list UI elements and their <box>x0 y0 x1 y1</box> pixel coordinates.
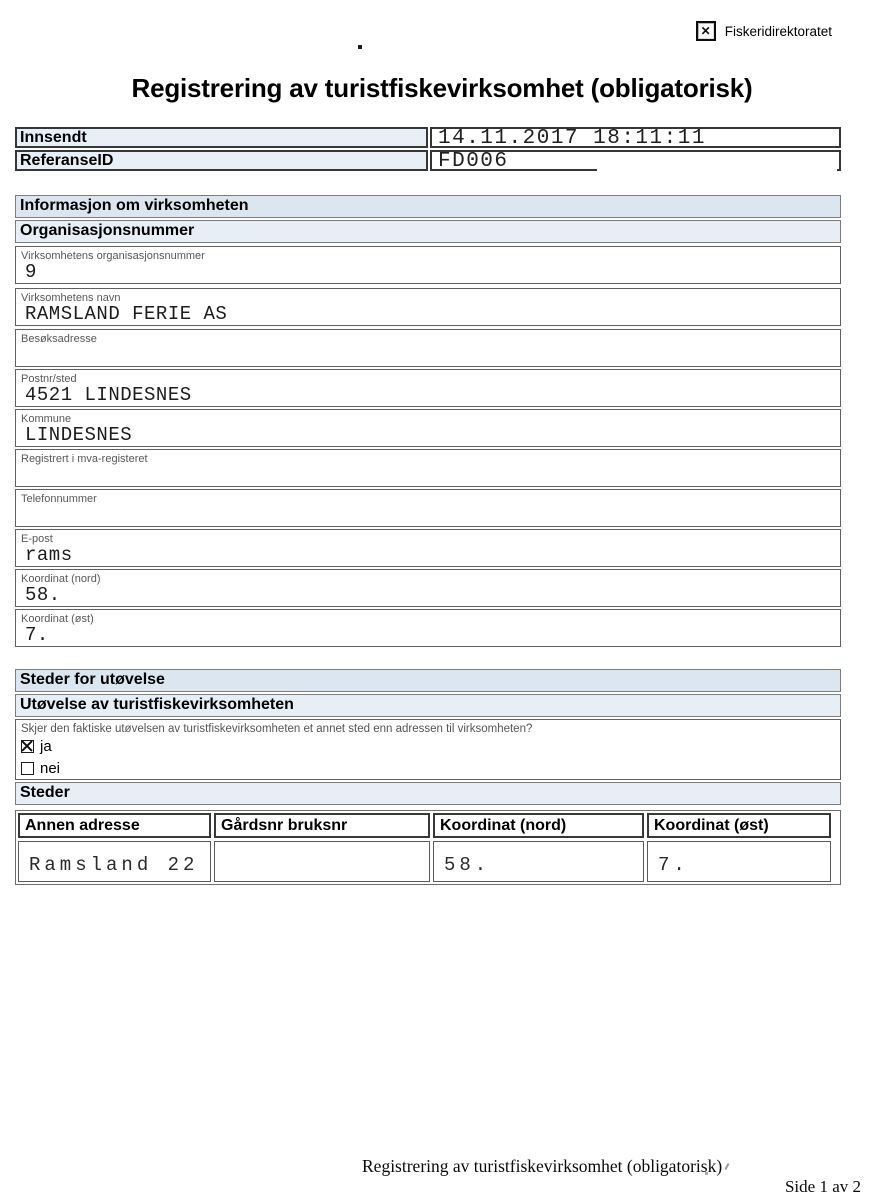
field-label: Koordinat (nord) <box>21 573 101 585</box>
field-registrert-i-mva-registeret <box>15 449 841 487</box>
redaction-overlay <box>597 154 837 182</box>
field-kommune <box>15 409 841 447</box>
fiskeridirektoratet-logo <box>696 21 832 41</box>
footer-title: Registrering av turistfiskevirksomhet (obligatorisk) <box>362 1156 723 1176</box>
option-nei <box>21 757 840 779</box>
redaction-artifact <box>724 1163 729 1170</box>
meta-value-innsendt: 14.11.2017 18:11:11 <box>430 127 841 148</box>
field-label: Postnr/sted <box>21 373 77 385</box>
page-title: Registrering av turistfiskevirksomhet (obligatorisk) <box>131 73 753 103</box>
field-value: RAMSLAND FERIE AS <box>25 303 228 325</box>
field-value: LINDESNES <box>25 424 133 446</box>
question-box <box>15 719 841 780</box>
field-virksomhetens-organisasjonsnummer <box>15 246 841 284</box>
option-ja <box>21 735 840 757</box>
footer-page-number: Side 1 av 2 <box>784 1177 861 1196</box>
field-postnr-sted <box>15 369 841 407</box>
field-value: 9 <box>25 261 37 283</box>
field-besoksadresse <box>15 329 841 367</box>
field-value: 7. <box>25 624 49 646</box>
logo-label: Fiskeridirektoratet <box>724 23 832 39</box>
meta-value-referanseid: FD006 <box>430 150 841 171</box>
question-label: Skjer den faktiske utøvelsen av turistfiskevirksomheten et annet sted enn adressen til virksomheten? <box>21 723 533 735</box>
subsection-header-utovelse: Utøvelse av turistfiskevirksomheten <box>15 694 841 717</box>
checkbox-nei <box>21 762 34 775</box>
cell-koordinat-nord: 58. <box>433 841 644 882</box>
field-telefonnummer <box>15 489 841 527</box>
field-label: Registrert i mva-registeret <box>21 453 148 465</box>
meta-label-referanseid: ReferanseID <box>15 150 428 171</box>
field-koordinat-nord <box>15 569 841 607</box>
checkbox-ja <box>21 740 34 753</box>
cell-gardsnr-bruksnr <box>214 841 430 882</box>
field-label: Koordinat (øst) <box>21 613 94 625</box>
cell-annen-adresse: Ramsland 22 <box>18 841 211 882</box>
field-value: 4521 LINDESNES <box>25 384 192 406</box>
field-value: rams <box>25 544 73 566</box>
subsection-header-steder: Steder <box>15 782 841 805</box>
field-label: E-post <box>21 533 53 545</box>
field-label: Virksomhetens navn <box>21 292 121 304</box>
field-label: Besøksadresse <box>21 333 97 345</box>
column-header-koordinat-ost: Koordinat (øst) <box>647 813 831 838</box>
checkbox-ja-label: ja <box>40 737 52 755</box>
column-header-annen-adresse: Annen adresse <box>18 813 211 838</box>
checkbox-nei-label: nei <box>40 759 61 777</box>
subsection-header-organisasjonsnummer: Organisasjonsnummer <box>15 220 841 243</box>
field-label: Kommune <box>21 413 72 425</box>
broken-image-icon: ✕ <box>696 21 716 41</box>
field-value: 58. <box>25 584 61 606</box>
field-virksomhetens-navn <box>15 288 841 326</box>
field-koordinat-ost <box>15 609 841 647</box>
field-label: Virksomhetens organisasjonsnummer <box>21 250 205 262</box>
column-header-koordinat-nord: Koordinat (nord) <box>433 813 644 838</box>
section-header-informasjon-om-virksomheten: Informasjon om virksomheten <box>15 195 841 218</box>
steder-table <box>15 810 841 885</box>
column-header-gardsnr-bruksnr: Gårdsnr bruksnr <box>214 813 430 838</box>
section-header-steder-for-utovelse: Steder for utøvelse <box>15 669 841 692</box>
field-label: Telefonnummer <box>21 493 97 505</box>
cell-koordinat-ost: 7. <box>647 841 831 882</box>
stray-dot-artifact <box>358 45 362 49</box>
meta-label-innsendt: Innsendt <box>15 127 428 148</box>
field-e-post <box>15 529 841 567</box>
